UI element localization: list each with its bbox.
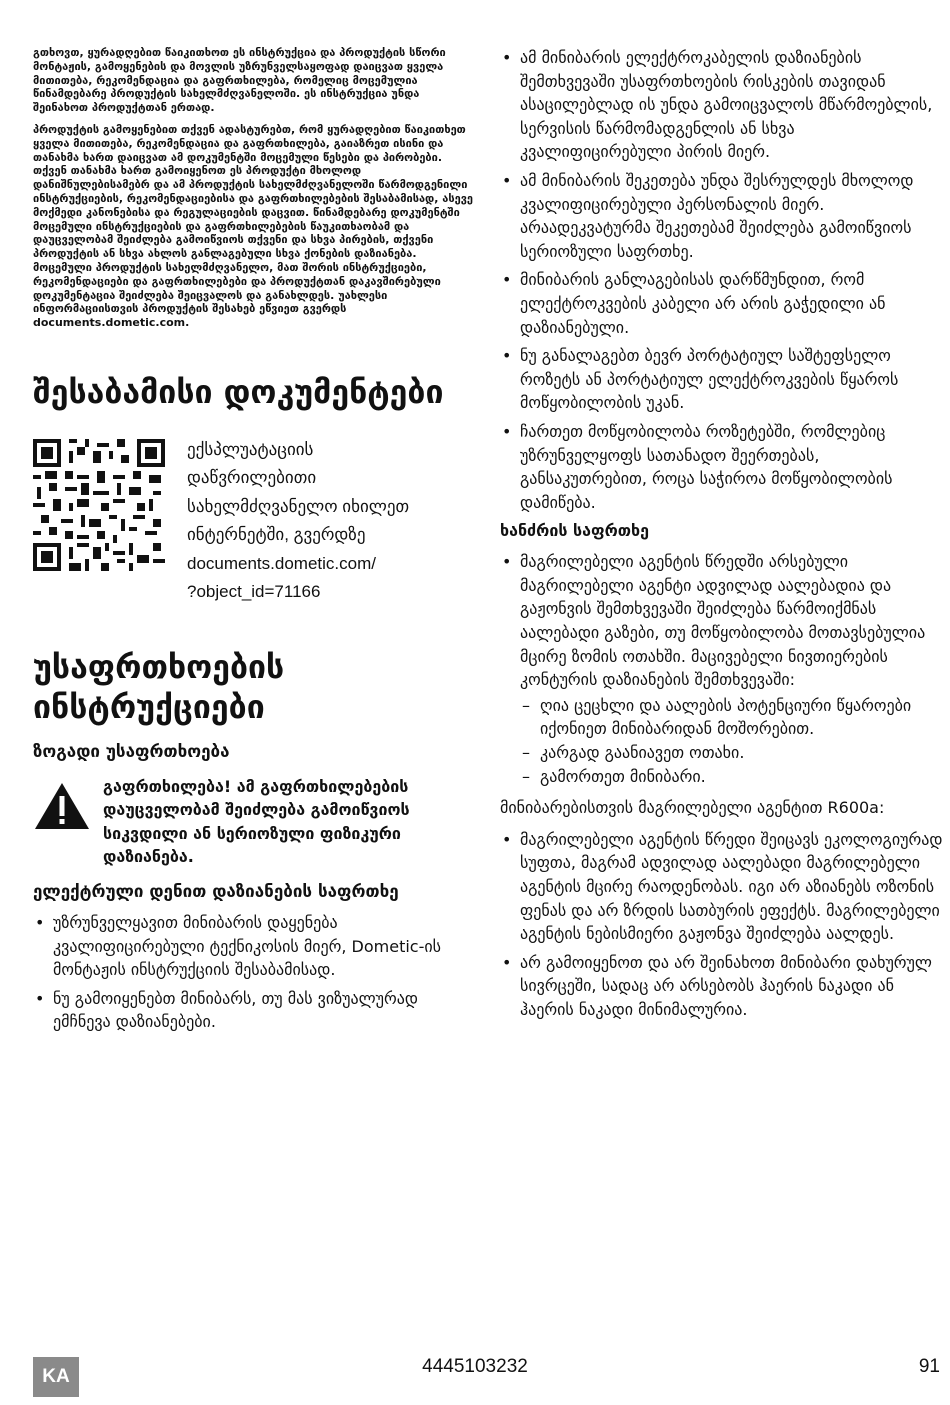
warning-triangle-icon: [33, 781, 91, 831]
safety-heading-line: უსაფრთხოების: [33, 647, 285, 686]
dash-item: – კარგად გაანიავეთ ოთახი.: [520, 741, 945, 765]
general-safety-heading: ზოგადი უსაფრთხოება: [33, 741, 230, 762]
warning-text: გაფრთხილება! ამ გაფრთხილებების დაუცველობამ შეიძლება გამოიწვიოს სიკვდილი ან სერიოზული ფიზიკური დაზიანება.: [103, 776, 410, 867]
intro-paragraph-1: გთხოვთ, ყურადღებით წაიკითხოთ ეს ინსტრუქცია და პროდუქტის სწორი მონტაჟის, გამოყენების და მოვლის უზრუნველსაყოფად დაიცვათ ყველა მითითება, რეკომენდაცია და გაფრთხილება, რომელიც მოცემულია წინამდებარე პროდუქტის სახელმძღვანელოში. ეს ინსტრუქცია უნდა შეინახოთ პროდუქტთან ერთად.: [33, 46, 446, 115]
safety-heading-line: ინსტრუქციები: [33, 687, 265, 726]
electric-bullet-list-continued: [500, 46, 945, 514]
qr-code-icon: [33, 439, 165, 571]
fire-bullet-list: [500, 550, 945, 788]
list-item: • ამ მინიბარის ელექტროკაბელის დაზიანების შემთხვევაში უსაფრთხოების რისკების თავიდან ასაცილებლად ის უნდა გამოიცვალოს მწარმოებლის, სერვისის წარმომადგენლის ან სხვა კვალიფიცირებული პირის მიერ.: [500, 46, 945, 164]
page-number: 91: [918, 1356, 940, 1377]
documents-link-text: [187, 436, 409, 607]
list-item: [500, 550, 945, 788]
electric-shock-heading: ელექტრული დენით დაზიანების საფრთხე: [33, 881, 399, 902]
list-item: • ჩართეთ მოწყობილობა როზეტებში, რომლებიც უზრუნველყოფს სათანადო შეერთებას, განსაკუთრებით, როცა საჭიროა მოწყობილობის დამიწება.: [500, 420, 945, 514]
refrigerant-paragraph: მინიბარებისთვის მაგრილებელი აგენტით R600a:: [500, 798, 885, 818]
list-item: • უზრუნველყავით მინიბარის დაყენება კვალიფიცირებული ტექნიკოსის მიერ, Dometic-ის მონტაჟის ინსტრუქციის შესაბამისად.: [33, 911, 473, 982]
documents-text-line: ინტერნეტში, გვერდზე: [187, 525, 366, 545]
refrigerant-bullet-list: [500, 828, 945, 1022]
intro-paragraph-2: პროდუქტის გამოყენებით თქვენ ადასტურებთ, რომ ყურადღებით წაიკითხეთ ყველა მითითება, რეკომენდაცია და გაფრთხილება, გაიაზრეთ ისინი და თანახმა ხართ დაიცვათ ამ დოკუმენტში მოცემული წესები და პირობები. თქვენ თანახმა ხართ გამოიყენოთ ეს პროდუქტი მხოლოდ დანიშნულებისამებრ და ამ პროდუქტის სახელმძღვანელოში წარმოდგენილი ინსტრუქციების, რეკომენდაციებისა და გაფრთხილებების შესაბამისად, ასევე მოქმედი კანონებისა და რეგულაციების დაცვით. წინამდებარე დოკუმენტში მოცემული ინსტრუქციების და გაფრთხილებების წაუკითხაობამ და დაუცველობამ შეიძლება გამოიწვიოს თქვენი და სხვა პირების, თქვენი პროდუქტის ან სხვა ახლოს განლაგებული სხვა ქონების დაზიანება. მოცემული პროდუქტის სახელმძღვანელო, მათ შორის ინსტრუქციები, რეკომენდაციები და გაფრთხილებები და პროდუქტთან დაკავშირებული დოკუმენტაცია შეიძლება შეიცვალოს და განახლდეს. უახლესი ინფორმაციისთვის პროდუქტის შესახებ ეწვიეთ გვერდს documents.dometic.com.: [33, 122, 473, 330]
list-item: • მაგრილებელი აგენტის წრედი შეიცავს ეკოლოგიურად სუფთა, მაგრამ ადვილად აალებადი მაგრილებელი აგენტის მცირე რაოდენობას. იგი არ აზიანებს ოზონის ფენას და არ ზრდის სათბურის ეფექტს. მაგრილებელი აგენტის ნებისმიერი გაჟონვა შეიძლება აალდეს.: [500, 828, 945, 946]
list-item: • არ გამოიყენოთ და არ შეინახოთ მინიბარი დახურულ სივრცეში, სადაც არ არსებობს ჰაერის ნაკადი ან ჰაერის ნაკადი მინიმალურია.: [500, 951, 945, 1022]
left-column: [33, 46, 473, 1039]
list-item: • ნუ განალაგებთ ბევრ პორტატიულ საშტეფსელო როზეტს ან პორტატიულ ელექტროკვების წყაროს მოწყობილობის უკან.: [500, 344, 945, 415]
dash-item: – გამორთეთ მინიბარი.: [520, 765, 945, 789]
warning-block: [33, 775, 473, 869]
list-item: • ნუ გამოიყენებთ მინიბარს, თუ მას ვიზუალურად ემჩნევა დაზიანებები.: [33, 987, 473, 1034]
documents-url-line[interactable]: ?object_id=71166: [187, 582, 321, 602]
fire-dash-list: [520, 694, 945, 788]
list-item: • მინიბარის განლაგებისას დარწმუნდით, რომ ელექტროკვების კაბელი არ არის გაჭედილი ან დაზიანებული.: [500, 268, 945, 339]
documents-link-block: [33, 436, 473, 607]
dash-item: – ღია ცეცხლი და აალების პოტენციური წყაროები იქონიეთ მინიბარიდან მოშორებით.: [520, 694, 945, 741]
documents-text-line: დაწვრილებითი: [187, 468, 317, 488]
documents-text-line: ექსპლუატაციის: [187, 439, 314, 459]
fire-hazard-heading: ხანძრის საფრთხე: [500, 521, 649, 541]
language-badge: KA: [33, 1357, 79, 1397]
list-item: • ამ მინიბარის შეკეთება უნდა შესრულდეს მხოლოდ კვალიფიცირებული პერსონალის მიერ. არაადეკვატურმა შეკეთებამ შეიძლება გამოიწვიოს სერიოზული საფრთხე.: [500, 169, 945, 263]
right-column: [500, 46, 945, 1027]
electric-bullet-list: [33, 911, 473, 1034]
document-number: 4445103232: [422, 1356, 528, 1377]
documents-text-line: სახელმძღვანელო იხილეთ: [187, 496, 410, 516]
safety-instructions-heading: [33, 647, 473, 727]
fire-bullet-text: მაგრილებელი აგენტის წრედში არსებული მაგრილებელი აგენტი ადვილად აალებადია და გაჟონვის შემთხვევაში შეიძლება წარმოიქმნას აალებადი გაზები, თუ მოწყობილობა მოთავსებულია მცირე ზომის ოთახში. მაცივებელი ნივთიერების კონტურის დაზიანების შემთხვევაში:: [520, 552, 926, 690]
related-documents-heading: შესაბამისი დოკუმენტები: [33, 372, 444, 411]
documents-url-line[interactable]: documents.dometic.com/: [187, 553, 376, 573]
